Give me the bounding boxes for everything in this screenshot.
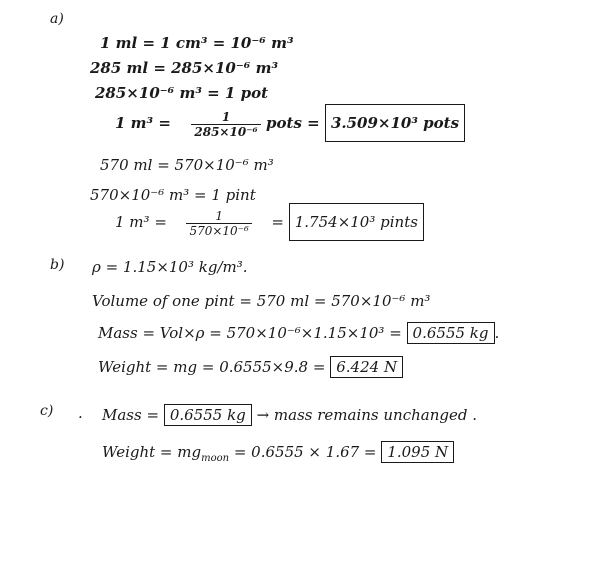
- part-a-line-7-denominator: 570×10⁻⁶: [189, 223, 249, 238]
- part-b-line-2: Volume of one pint = 570 ml = 570×10⁻⁶ m³: [92, 292, 431, 310]
- part-a-line-4-equals: =: [307, 114, 320, 132]
- part-b-line-4-text: Weight = mg = 0.6555×9.8 =: [98, 358, 326, 376]
- part-a-line-4-lhs: 1 m³ =: [115, 114, 171, 132]
- part-a-line-7-equals: =: [271, 213, 284, 231]
- part-a-line-4-fraction: [191, 110, 260, 139]
- part-a-line-4-denominator: 285×10⁻⁶: [194, 124, 258, 139]
- part-c-weight-box: 1.095 N: [381, 441, 454, 463]
- part-b-line-4: [98, 356, 403, 378]
- part-a-line-7-lhs: 1 m³ =: [115, 213, 167, 231]
- part-a-line-7-numerator: 1: [186, 209, 251, 224]
- part-b-mass-box: 0.6555 kg: [407, 322, 495, 344]
- part-c-line-1-text: Mass =: [102, 406, 160, 424]
- arrow-right-icon: →: [256, 406, 270, 424]
- part-a-answer-pints-box: 1.754×10³ pints: [289, 203, 424, 241]
- part-c-bullet: .: [78, 404, 83, 422]
- part-c-mass-box: 0.6555 kg: [164, 404, 252, 426]
- part-a-line-5: 570 ml = 570×10⁻⁶ m³: [100, 156, 274, 174]
- part-b-label: b): [50, 257, 65, 273]
- part-c-line-1-end: .: [472, 406, 478, 424]
- part-c-line-1: [102, 404, 477, 426]
- part-a-line-4-unit: pots: [266, 114, 302, 132]
- part-a-answer-pots-box: 3.509×10³ pots: [325, 104, 465, 142]
- part-b-weight-box: 6.424 N: [330, 356, 403, 378]
- part-a-line-7-fraction: [186, 209, 251, 238]
- part-a-line-7: [115, 203, 424, 241]
- part-a-line-2: 285 ml = 285×10⁻⁶ m³: [90, 59, 279, 77]
- part-a-line-4: [115, 104, 465, 142]
- part-b-line-1: ρ = 1.15×10³ kg/m³.: [92, 258, 248, 276]
- part-c-line-2: [102, 441, 454, 468]
- part-a-label: a): [50, 11, 64, 27]
- part-c-line-2-rest: = 0.6555 × 1.67 =: [233, 443, 377, 461]
- part-c-label: c): [40, 403, 54, 419]
- part-b-line-3-end: .: [494, 324, 500, 342]
- part-a-line-1: 1 ml = 1 cm³ = 10⁻⁶ m³: [100, 34, 294, 52]
- part-c-line-1-note: mass remains unchanged: [273, 406, 468, 424]
- part-c-line-2-subscript: moon: [201, 453, 230, 464]
- part-b-line-3: [98, 322, 499, 344]
- part-b-line-3-text: Mass = Vol×ρ = 570×10⁻⁶×1.15×10³ =: [98, 324, 402, 342]
- part-a-line-3: 285×10⁻⁶ m³ = 1 pot: [95, 84, 268, 102]
- part-a-line-6: 570×10⁻⁶ m³ = 1 pint: [90, 186, 256, 204]
- part-c-line-2-text: Weight = mg: [102, 443, 202, 461]
- part-a-line-4-numerator: 1: [191, 110, 260, 125]
